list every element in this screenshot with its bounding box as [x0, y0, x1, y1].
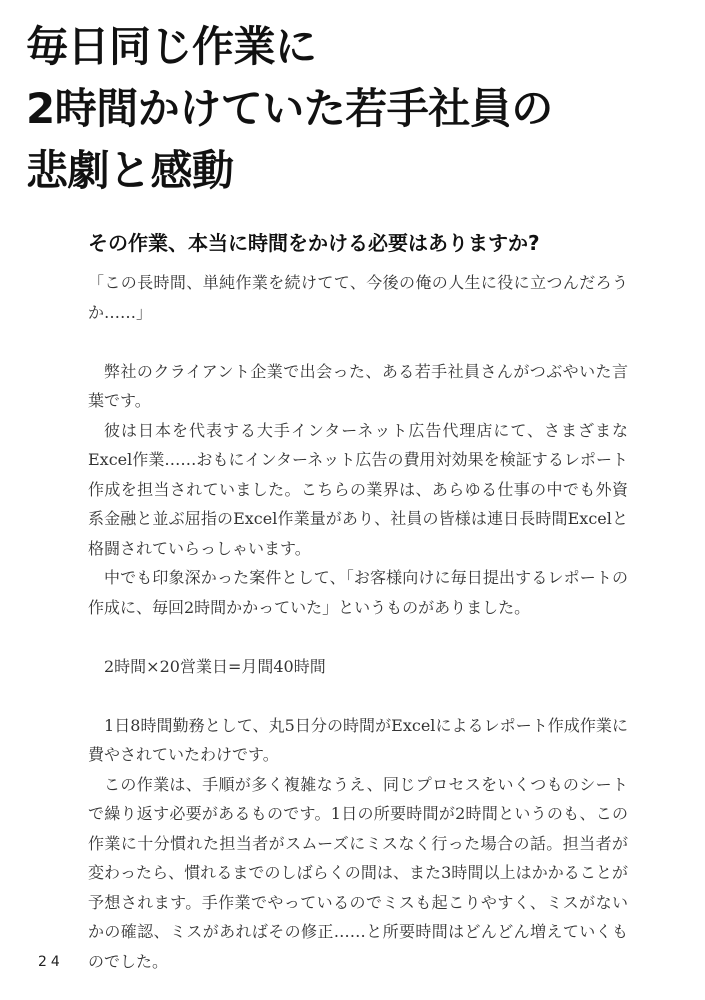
chapter-title — [26, 16, 686, 202]
body-text — [88, 268, 628, 976]
paragraph-gap — [88, 681, 628, 711]
section-heading: その作業、本当に時間をかける必要はありますか? — [88, 231, 540, 255]
chapter-title-line-3: 悲劇と感動 — [26, 146, 234, 195]
paragraph-gap — [88, 327, 628, 357]
quote-paragraph: 「この長時間、単純作業を続けてて、今後の俺の人生に役に立つんだろうか……」 — [88, 273, 628, 322]
paragraph-5: この作業は、手順が多く複雑なうえ、同じプロセスをいくつものシートで繰り返す必要があるものです。1日の所要時間が2時間というのも、この作業に十分慣れた担当者がスムーズにミスなく行った場合の話。担当者が変わったら、慣れるまでのしばらくの間は、また3時間以上はかかることが予想されます。手作業でやっているのでミスも起こりやすく、ミスがないかの確認、ミスがあればその修正……と所要時間はどんどん増えていくものでした。 — [88, 774, 628, 971]
paragraph-1: 弊社のクライアント企業で出会った、ある若手社員さんがつぶやいた言葉です。 — [88, 361, 628, 410]
paragraph-4: 1日8時間勤務として、丸5日分の時間がExcelによるレポート作成作業に費やされていたわけです。 — [88, 715, 628, 764]
paragraph-gap — [88, 622, 628, 652]
chapter-title-line-2: 2時間かけていた若手社員の — [26, 84, 553, 133]
formula-line: 2時間×20営業日=月間40時間 — [104, 656, 326, 676]
paragraph-3: 中でも印象深かった案件として、「お客様向けに毎日提出するレポートの作成に、毎回2時間かかっていた」というものがありました。 — [88, 568, 628, 617]
paragraph-2: 彼は日本を代表する大手インターネット広告代理店にて、さまざまなExcel作業……おもにインターネット広告の費用対効果を検証するレポート作成を担当されていました。こちらの業界は、あらゆる仕事の中でも外資系金融と並ぶ屈指のExcel作業量があり、社員の皆様は連日長時間Excelと格闘されていらっしゃいます。 — [88, 420, 628, 558]
chapter-title-line-1: 毎日同じ作業に — [26, 22, 317, 71]
page-number: 24 — [38, 954, 64, 970]
